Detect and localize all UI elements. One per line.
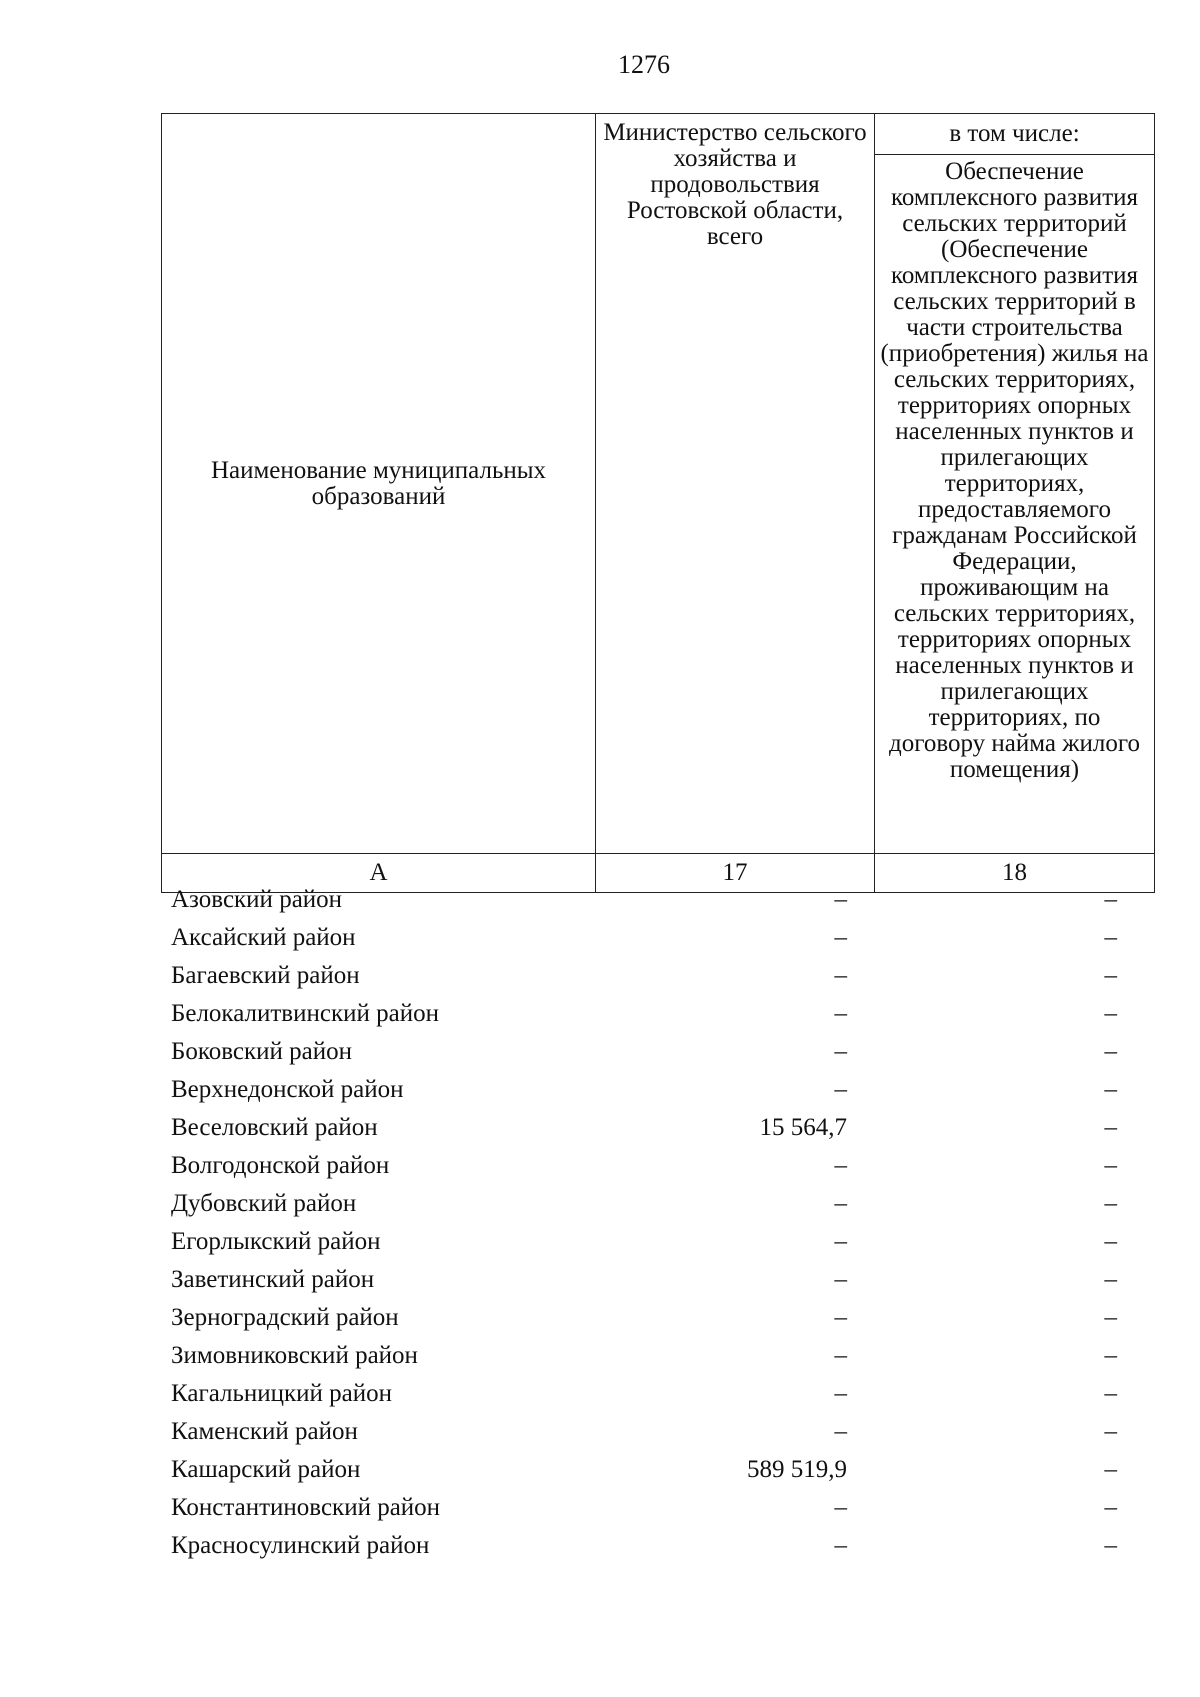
municipality-name: Зерноградский район bbox=[171, 1304, 399, 1331]
column-number-c: 18 bbox=[875, 854, 1155, 893]
municipality-name: Боковский район bbox=[171, 1038, 352, 1065]
table-row bbox=[161, 1299, 1127, 1337]
sub-value: – bbox=[1104, 1304, 1117, 1331]
municipality-name: Кашарский район bbox=[171, 1456, 361, 1483]
total-value: – bbox=[834, 1038, 847, 1065]
total-value: – bbox=[834, 1190, 847, 1217]
sub-value: – bbox=[1104, 1342, 1117, 1369]
sub-value: – bbox=[1104, 886, 1117, 913]
municipality-name: Дубовский район bbox=[171, 1190, 357, 1217]
sub-value: – bbox=[1104, 924, 1117, 951]
municipality-name: Азовский район bbox=[171, 886, 343, 913]
table-header bbox=[161, 113, 1155, 893]
total-value: – bbox=[834, 1266, 847, 1293]
sub-value: – bbox=[1104, 1228, 1117, 1255]
total-value: – bbox=[834, 1304, 847, 1331]
table-row bbox=[161, 1451, 1127, 1489]
table-row bbox=[161, 1261, 1127, 1299]
municipality-name: Заветинский район bbox=[171, 1266, 375, 1293]
sub-value: – bbox=[1104, 1114, 1117, 1141]
table-row bbox=[161, 1033, 1127, 1071]
sub-value: – bbox=[1104, 1456, 1117, 1483]
total-value: – bbox=[834, 1532, 847, 1559]
table-row bbox=[161, 919, 1127, 957]
total-value: – bbox=[834, 1152, 847, 1179]
table-row bbox=[161, 957, 1127, 995]
total-value: – bbox=[834, 1418, 847, 1445]
sub-value: – bbox=[1104, 1266, 1117, 1293]
municipality-name: Верхнедонской район bbox=[171, 1076, 404, 1103]
page-number: 1276 bbox=[618, 50, 670, 79]
table-row bbox=[161, 1337, 1127, 1375]
column-number-b: 17 bbox=[596, 854, 875, 893]
column-header-name: Наименование муниципальных образований bbox=[162, 114, 596, 854]
total-value: – bbox=[834, 1000, 847, 1027]
municipality-name: Егорлыкский район bbox=[171, 1228, 381, 1255]
total-value: – bbox=[834, 1380, 847, 1407]
municipality-name: Багаевский район bbox=[171, 962, 360, 989]
table-row bbox=[161, 1527, 1127, 1565]
table-row bbox=[161, 1147, 1127, 1185]
municipality-name: Аксайский район bbox=[171, 924, 356, 951]
sub-value: – bbox=[1104, 1190, 1117, 1217]
column-header-total: Министерство сельского хозяйства и продовольствия Ростовской области, всего bbox=[596, 114, 875, 854]
total-value: – bbox=[834, 924, 847, 951]
table-row bbox=[161, 1413, 1127, 1451]
column-number-a: А bbox=[162, 854, 596, 893]
municipality-name: Зимовниковский район bbox=[171, 1342, 418, 1369]
table-row bbox=[161, 1223, 1127, 1261]
total-value: – bbox=[834, 886, 847, 913]
table-row bbox=[161, 995, 1127, 1033]
sub-value: – bbox=[1104, 1380, 1117, 1407]
total-value: 589 519,9 bbox=[747, 1456, 847, 1483]
sub-value: – bbox=[1104, 1000, 1117, 1027]
total-value: – bbox=[834, 1494, 847, 1521]
table-body bbox=[161, 881, 1127, 1565]
municipality-name: Красносулинский район bbox=[171, 1532, 430, 1559]
table-row bbox=[161, 1071, 1127, 1109]
total-value: – bbox=[834, 1228, 847, 1255]
sub-value: – bbox=[1104, 1532, 1117, 1559]
sub-value: – bbox=[1104, 1076, 1117, 1103]
total-value: – bbox=[834, 962, 847, 989]
column-header-including: в том числе: bbox=[875, 114, 1155, 155]
sub-value: – bbox=[1104, 1152, 1117, 1179]
municipality-name: Константиновский район bbox=[171, 1494, 441, 1521]
municipality-name: Кагальницкий район bbox=[171, 1380, 393, 1407]
total-value: – bbox=[834, 1342, 847, 1369]
sub-value: – bbox=[1104, 962, 1117, 989]
sub-value: – bbox=[1104, 1494, 1117, 1521]
municipality-name: Веселовский район bbox=[171, 1114, 378, 1141]
total-value: 15 564,7 bbox=[759, 1114, 847, 1141]
sub-value: – bbox=[1104, 1038, 1117, 1065]
municipality-name: Волгодонской район bbox=[171, 1152, 390, 1179]
table-row bbox=[161, 881, 1127, 919]
column-header-sub: Обеспечение комплексного развития сельских территорий (Обеспечение комплексного развития сельских территорий в части строительства (приобретения) жилья на сельских территориях, территориях опорных населенных пунктов и прилегающих территориях, предоставляемого гражданам Российской Федерации, проживающим на сельских территориях, территориях опорных населенных пунктов и прилегающих территориях, по договору найма жилого помещения) bbox=[875, 155, 1155, 854]
table-row bbox=[161, 1109, 1127, 1147]
table-row bbox=[161, 1375, 1127, 1413]
table-row bbox=[161, 1185, 1127, 1223]
total-value: – bbox=[834, 1076, 847, 1103]
table-row bbox=[161, 1489, 1127, 1527]
municipality-name: Белокалитвинский район bbox=[171, 1000, 439, 1027]
sub-value: – bbox=[1104, 1418, 1117, 1445]
municipality-name: Каменский район bbox=[171, 1418, 358, 1445]
